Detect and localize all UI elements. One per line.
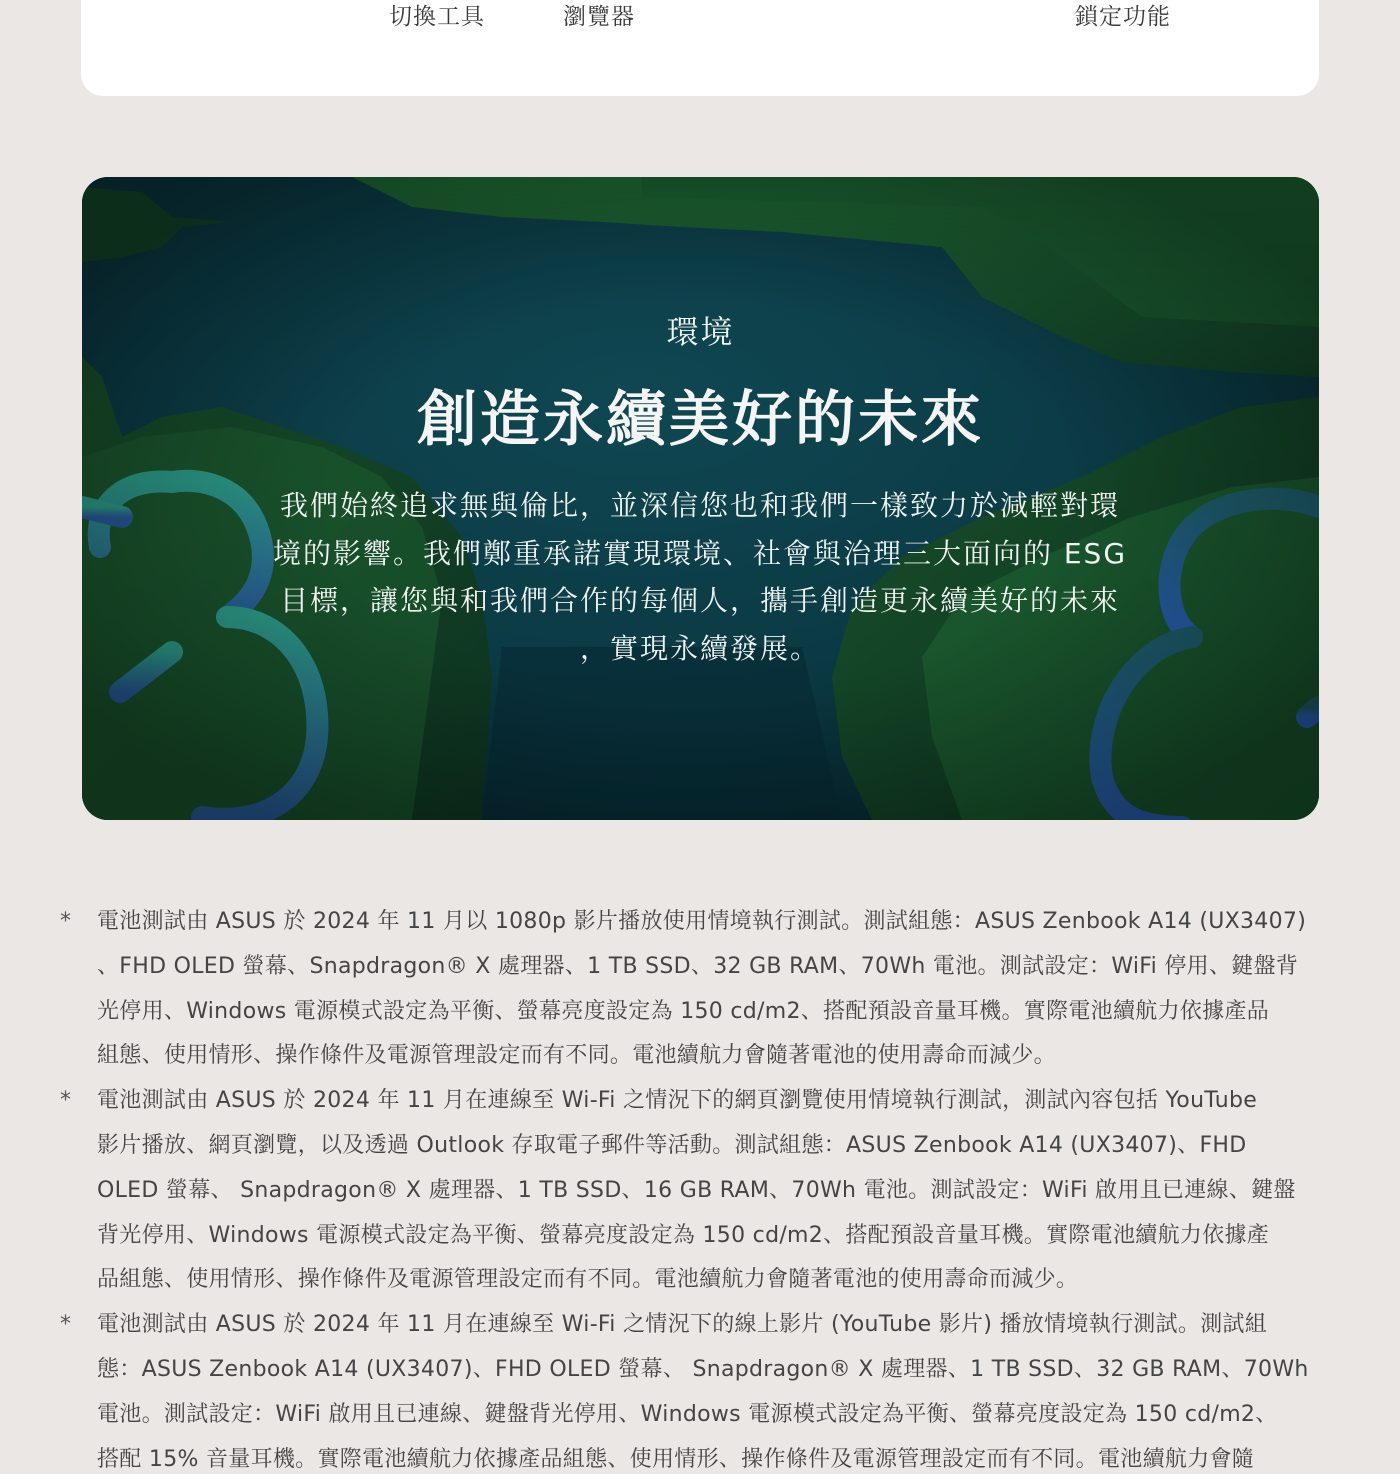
feature-control-center[interactable] bbox=[731, 0, 827, 32]
footnote-web-browsing bbox=[60, 1079, 1350, 1303]
footnote-marker: * bbox=[60, 909, 71, 934]
feature-cursor-locator[interactable] bbox=[889, 0, 1009, 32]
footnote-line: 電池。測試設定：WiFi 啟用且已連線、鍵盤背光停用、Windows 電源模式設定為平衡、螢幕亮度設定為 150 cd/m2、 bbox=[97, 1401, 1278, 1427]
footnote-line: 組態、使用情形、操作條件及電源管理設定而有不同。電池續航力會隨著電池的使用壽命而減少。 bbox=[97, 1043, 1056, 1069]
footnote-line: OLED 螢幕、 Snapdragon® X 處理器、1 TB SSD、16 GB RAM、70Wh 電池。測試設定：WiFi 啟用且已連線、鍵盤 bbox=[97, 1177, 1296, 1203]
footnote-line: 、FHD OLED 螢幕、Snapdragon® X 處理器、1 TB SSD、32 GB RAM、70Wh 電池。測試設定：WiFi 停用、鍵盤背 bbox=[97, 953, 1299, 979]
environment-hero-banner bbox=[82, 177, 1319, 820]
feature-label-line2: 鎖定功能 bbox=[1075, 4, 1171, 30]
footnote-line: 電池測試由 ASUS 於 2024 年 11 月在連線至 Wi-Fi 之情況下的線上影片 (YouTube 影片) 播放情境執行測試。測試組 bbox=[97, 1312, 1268, 1338]
feature-app-browser[interactable] bbox=[563, 0, 659, 32]
battery-test-footnotes bbox=[60, 900, 1350, 1474]
footnote-marker: * bbox=[60, 1312, 71, 1338]
feature-label-line2: 切換工具 bbox=[389, 4, 485, 30]
hero-description-line: 目標，讓您與和我們合作的每個人，攜手創造更永續美好的未來 bbox=[279, 584, 1120, 617]
hero-description-line: 境的影響。我們鄭重承諾實現環境、社會與治理三大面向的 ESG bbox=[272, 536, 1128, 570]
footnote-line: 光停用、Windows 電源模式設定為平衡、螢幕亮度設定為 150 cd/m2、搭配預設音量耳機。實際電池續航力依據產品 bbox=[97, 998, 1270, 1024]
feature-label-line2: 瀏覽器 bbox=[563, 4, 635, 30]
footnote-video-playback bbox=[60, 900, 1350, 1079]
features-card bbox=[81, 0, 1319, 96]
footnote-line: 電池測試由 ASUS 於 2024 年 11 月以 1080p 影片播放使用情境執行測試。測試組態：ASUS Zenbook A14 (UX3407) bbox=[97, 909, 1307, 934]
footnote-line: 態：ASUS Zenbook A14 (UX3407)、FHD OLED 螢幕、 Snapdragon® X 處理器、1 TB SSD、32 GB RAM、70Wh bbox=[97, 1356, 1309, 1382]
footnote-line: 背光停用、Windows 電源模式設定為平衡、螢幕亮度設定為 150 cd/m2、搭配預設音量耳機。實際電池續航力依據產 bbox=[97, 1222, 1270, 1248]
feature-label-line1 bbox=[889, 0, 1009, 2]
feature-app-switcher[interactable] bbox=[389, 0, 485, 32]
feature-label-line1 bbox=[731, 0, 827, 2]
feature-label-line2 bbox=[731, 2, 827, 32]
footnote-marker: * bbox=[60, 1088, 71, 1114]
footnote-line: 電池測試由 ASUS 於 2024 年 11 月在連線至 Wi-Fi 之情況下的網頁瀏覽使用情境執行測試，測試內容包括 YouTube bbox=[97, 1088, 1258, 1114]
footnote-line: 品組態、使用情形、操作條件及電源管理設定而有不同。電池續航力會隨著電池的使用壽命而減少。 bbox=[97, 1267, 1079, 1293]
footnote-line: 影片播放、網頁瀏覽，以及透過 Outlook 存取電子郵件等活動。測試組態：ASUS Zenbook A14 (UX3407)、FHD bbox=[97, 1132, 1247, 1158]
hero-description-line: 我們始終追求無與倫比，並深信您也和我們一樣致力於減輕對環 bbox=[279, 489, 1120, 522]
hero-title: 創造永續美好的未來 bbox=[417, 385, 984, 455]
footnote-online-video bbox=[60, 1303, 1350, 1474]
hero-description bbox=[250, 482, 1150, 672]
footnote-line: 搭配 15% 音量耳機。實際電池續航力依據產品組態、使用情形、操作條件及電源管理設定而有不同。電池續航力會隨 bbox=[97, 1446, 1255, 1472]
hero-kicker: 環境 bbox=[666, 313, 735, 351]
feature-label-line2 bbox=[889, 2, 1009, 32]
hero-description-line: ，實現永續發展。 bbox=[579, 631, 820, 665]
feature-cursor-edge-lock[interactable] bbox=[1075, 0, 1171, 32]
